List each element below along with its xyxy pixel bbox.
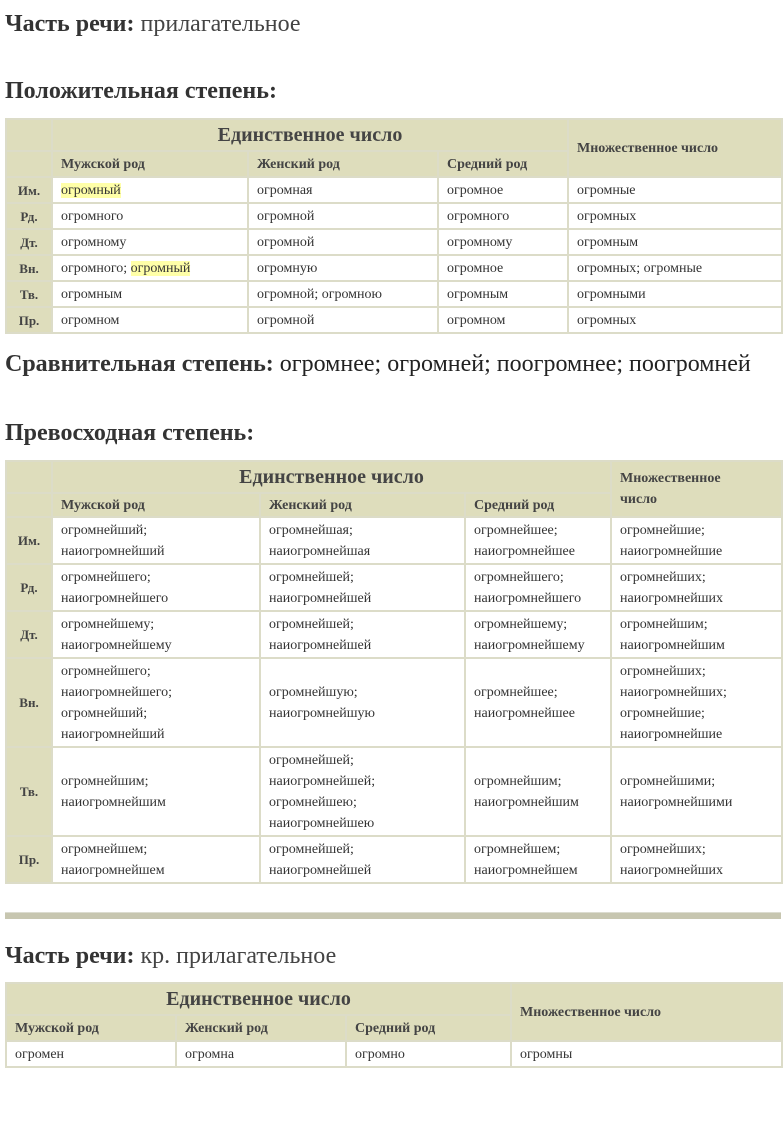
feminine-header: Женский род bbox=[248, 151, 438, 177]
word: наиогромнейшего; bbox=[61, 684, 173, 700]
cell-plural: огромные bbox=[568, 177, 782, 203]
cell-neuter: огромным bbox=[438, 281, 568, 307]
cell-feminine: огромной; огромною bbox=[248, 281, 438, 307]
cell-feminine: огромной bbox=[248, 203, 438, 229]
word: наиогромнейшего bbox=[474, 590, 582, 606]
cell-masculine bbox=[52, 517, 260, 564]
cell-neuter: огромного bbox=[438, 203, 568, 229]
table-row bbox=[6, 203, 782, 229]
case-label: Рд. bbox=[6, 203, 52, 229]
cell-plural: огромным bbox=[568, 229, 782, 255]
word: наиогромнейший bbox=[61, 726, 165, 742]
cell-plural: огромных bbox=[568, 203, 782, 229]
word: наиогромнейший bbox=[61, 543, 165, 559]
word: наиогромнейшей bbox=[269, 862, 372, 878]
cell-plural bbox=[611, 747, 782, 836]
word: огромнейший; bbox=[61, 705, 148, 721]
masculine-header: Мужской род bbox=[52, 151, 248, 177]
word: огромнейшею; bbox=[269, 794, 357, 810]
word: огромнейшие; bbox=[620, 705, 705, 721]
word: наиогромнейшем bbox=[61, 862, 165, 878]
case-label: Им. bbox=[6, 517, 52, 564]
cell-plural bbox=[611, 564, 782, 611]
case-label: Пр. bbox=[6, 307, 52, 333]
table-row bbox=[6, 229, 782, 255]
word: огромнейшем; bbox=[61, 841, 148, 857]
highlighted-word: огромный bbox=[61, 182, 121, 198]
cell-feminine bbox=[260, 564, 465, 611]
word: наиогромнейшему bbox=[474, 637, 585, 653]
cell-masculine bbox=[52, 255, 248, 281]
case-label: Рд. bbox=[6, 564, 52, 611]
cell-neuter bbox=[465, 747, 611, 836]
case-label: Дт. bbox=[6, 611, 52, 658]
part-of-speech-line bbox=[5, 941, 781, 971]
word: наиогромнейшею bbox=[269, 815, 375, 831]
word: огромнейшего; bbox=[474, 569, 564, 585]
cell-neuter bbox=[465, 611, 611, 658]
word: огромнейших; bbox=[620, 663, 706, 679]
word: огромнейшее; bbox=[474, 522, 558, 538]
case-label: Тв. bbox=[6, 281, 52, 307]
superlative-degree-title: Превосходная степень: bbox=[5, 420, 255, 446]
word: наиогромнейшее bbox=[474, 705, 575, 721]
cell-neuter: огромное bbox=[438, 177, 568, 203]
masculine-header: Мужской род bbox=[6, 1015, 176, 1041]
positive-degree-title: Положительная степень: bbox=[5, 78, 277, 104]
cell-plural: огромными bbox=[568, 281, 782, 307]
word: огромнейшую; bbox=[269, 684, 358, 700]
word: огромнейшему; bbox=[474, 616, 568, 632]
cell-feminine bbox=[260, 658, 465, 747]
word: наиогромнейшие bbox=[620, 543, 723, 559]
cell-masculine bbox=[52, 836, 260, 883]
word: огромнейшему; bbox=[61, 616, 155, 632]
singular-header: Единственное число bbox=[52, 119, 568, 151]
word: огромнейшего; bbox=[61, 663, 151, 679]
table-row bbox=[6, 1041, 782, 1067]
plural-header-line: число bbox=[620, 492, 658, 507]
table-corner bbox=[6, 151, 52, 177]
case-label: Им. bbox=[6, 177, 52, 203]
word: огромнейшем; bbox=[474, 841, 561, 857]
case-label: Дт. bbox=[6, 229, 52, 255]
word: наиогромнейшим bbox=[620, 637, 725, 653]
word: огромнейшим; bbox=[474, 773, 562, 789]
neuter-header: Средний род bbox=[438, 151, 568, 177]
section-divider bbox=[5, 912, 781, 919]
cell-neuter: огромному bbox=[438, 229, 568, 255]
neuter-header: Средний род bbox=[346, 1015, 511, 1041]
word: огромнейшими; bbox=[620, 773, 716, 789]
case-label: Вн. bbox=[6, 658, 52, 747]
table-corner bbox=[6, 493, 52, 517]
word: наиогромнейшие bbox=[620, 726, 723, 742]
word: наиогромнейшем bbox=[474, 862, 578, 878]
table-row bbox=[6, 747, 782, 836]
cell-feminine bbox=[260, 517, 465, 564]
case-label: Вн. bbox=[6, 255, 52, 281]
positive-degree-table bbox=[5, 118, 783, 334]
cell-feminine: огромна bbox=[176, 1041, 346, 1067]
part-of-speech-label: Часть речи: bbox=[5, 11, 135, 37]
page-content bbox=[5, 0, 781, 1068]
table-row bbox=[6, 307, 782, 333]
cell-neuter: огромном bbox=[438, 307, 568, 333]
word: огромнейшего; bbox=[61, 569, 151, 585]
short-form-table bbox=[5, 982, 783, 1068]
word: наиогромнейшей bbox=[269, 637, 372, 653]
cell-feminine bbox=[260, 747, 465, 836]
word: огромнейший; bbox=[61, 522, 148, 538]
word: наиогромнейшую bbox=[269, 705, 375, 721]
cell-masculine: огромному bbox=[52, 229, 248, 255]
table-row bbox=[6, 177, 782, 203]
singular-header: Единственное число bbox=[52, 461, 611, 493]
word: наиогромнейшим bbox=[61, 794, 166, 810]
word: огромнейшей; bbox=[269, 616, 354, 632]
plural-header: Множественное число bbox=[568, 119, 782, 177]
part-of-speech-value: прилагательное bbox=[140, 11, 301, 37]
word: огромнейшее; bbox=[474, 684, 558, 700]
word: наиогромнейшему bbox=[61, 637, 172, 653]
part-of-speech-label: Часть речи: bbox=[5, 943, 135, 969]
cell-plural bbox=[611, 517, 782, 564]
plural-header-line: Множественное bbox=[620, 471, 721, 486]
cell-feminine bbox=[260, 836, 465, 883]
cell-neuter bbox=[465, 517, 611, 564]
word: огромнейшей; bbox=[269, 569, 354, 585]
word: наиогромнейших bbox=[620, 862, 724, 878]
cell-neuter bbox=[465, 836, 611, 883]
word: огромнейшей; bbox=[269, 841, 354, 857]
cell-feminine: огромная bbox=[248, 177, 438, 203]
cell-plural: огромных; огромные bbox=[568, 255, 782, 281]
word: наиогромнейших bbox=[620, 590, 724, 606]
plural-header: Множественное число bbox=[511, 983, 782, 1041]
word: наиогромнейших; bbox=[620, 684, 727, 700]
word: огромнейших; bbox=[620, 569, 706, 585]
word: огромнейшим; bbox=[620, 616, 708, 632]
word: наиогромнейшими bbox=[620, 794, 733, 810]
table-row bbox=[6, 611, 782, 658]
cell-feminine: огромной bbox=[248, 307, 438, 333]
cell-masculine: огромен bbox=[6, 1041, 176, 1067]
comparative-label: Сравнительная степень: bbox=[5, 351, 274, 377]
table-row bbox=[6, 836, 782, 883]
feminine-header: Женский род bbox=[176, 1015, 346, 1041]
cell-neuter: огромное bbox=[438, 255, 568, 281]
table-row bbox=[6, 658, 782, 747]
highlighted-word: огромный bbox=[130, 260, 191, 276]
case-label: Пр. bbox=[6, 836, 52, 883]
neuter-header: Средний род bbox=[465, 493, 611, 517]
word: наиогромнейшей; bbox=[269, 773, 376, 789]
cell-neuter bbox=[465, 658, 611, 747]
cell-plural bbox=[611, 658, 782, 747]
cell-plural bbox=[611, 836, 782, 883]
word: наиогромнейшей bbox=[269, 590, 372, 606]
comparative-degree bbox=[5, 347, 781, 381]
cell-plural: огромны bbox=[511, 1041, 782, 1067]
table-row bbox=[6, 255, 782, 281]
table-corner bbox=[6, 119, 52, 151]
cell-masculine bbox=[52, 177, 248, 203]
cell-masculine: огромным bbox=[52, 281, 248, 307]
superlative-degree-table bbox=[5, 460, 783, 884]
cell-feminine: огромную bbox=[248, 255, 438, 281]
singular-header: Единственное число bbox=[6, 983, 511, 1015]
word: наиогромнейшего bbox=[61, 590, 169, 606]
comparative-value: огромнее; огромней; поогромнее; поогромней bbox=[279, 351, 751, 377]
word: огромнейшим; bbox=[61, 773, 149, 789]
table-row bbox=[6, 281, 782, 307]
plural-header bbox=[611, 461, 782, 517]
cell-masculine: огромного bbox=[52, 203, 248, 229]
word: наиогромнейшим bbox=[474, 794, 579, 810]
table-row bbox=[6, 517, 782, 564]
cell-neuter bbox=[465, 564, 611, 611]
cell-neuter: огромно bbox=[346, 1041, 511, 1067]
cell-masculine bbox=[52, 611, 260, 658]
feminine-header: Женский род bbox=[260, 493, 465, 517]
word: огромного; bbox=[61, 260, 131, 276]
cell-masculine bbox=[52, 658, 260, 747]
word: наиогромнейшая bbox=[269, 543, 371, 559]
cell-masculine bbox=[52, 564, 260, 611]
table-corner bbox=[6, 461, 52, 493]
word: огромнейшие; bbox=[620, 522, 705, 538]
cell-feminine bbox=[260, 611, 465, 658]
word: огромнейшей; bbox=[269, 752, 354, 768]
part-of-speech-value: кр. прилагательное bbox=[140, 943, 337, 969]
case-label: Тв. bbox=[6, 747, 52, 836]
part-of-speech-line bbox=[5, 9, 781, 39]
word: огромнейших; bbox=[620, 841, 706, 857]
cell-masculine: огромном bbox=[52, 307, 248, 333]
cell-plural: огромных bbox=[568, 307, 782, 333]
cell-plural bbox=[611, 611, 782, 658]
word: огромнейшая; bbox=[269, 522, 353, 538]
masculine-header: Мужской род bbox=[52, 493, 260, 517]
cell-masculine bbox=[52, 747, 260, 836]
table-row bbox=[6, 564, 782, 611]
word: наиогромнейшее bbox=[474, 543, 575, 559]
cell-feminine: огромной bbox=[248, 229, 438, 255]
